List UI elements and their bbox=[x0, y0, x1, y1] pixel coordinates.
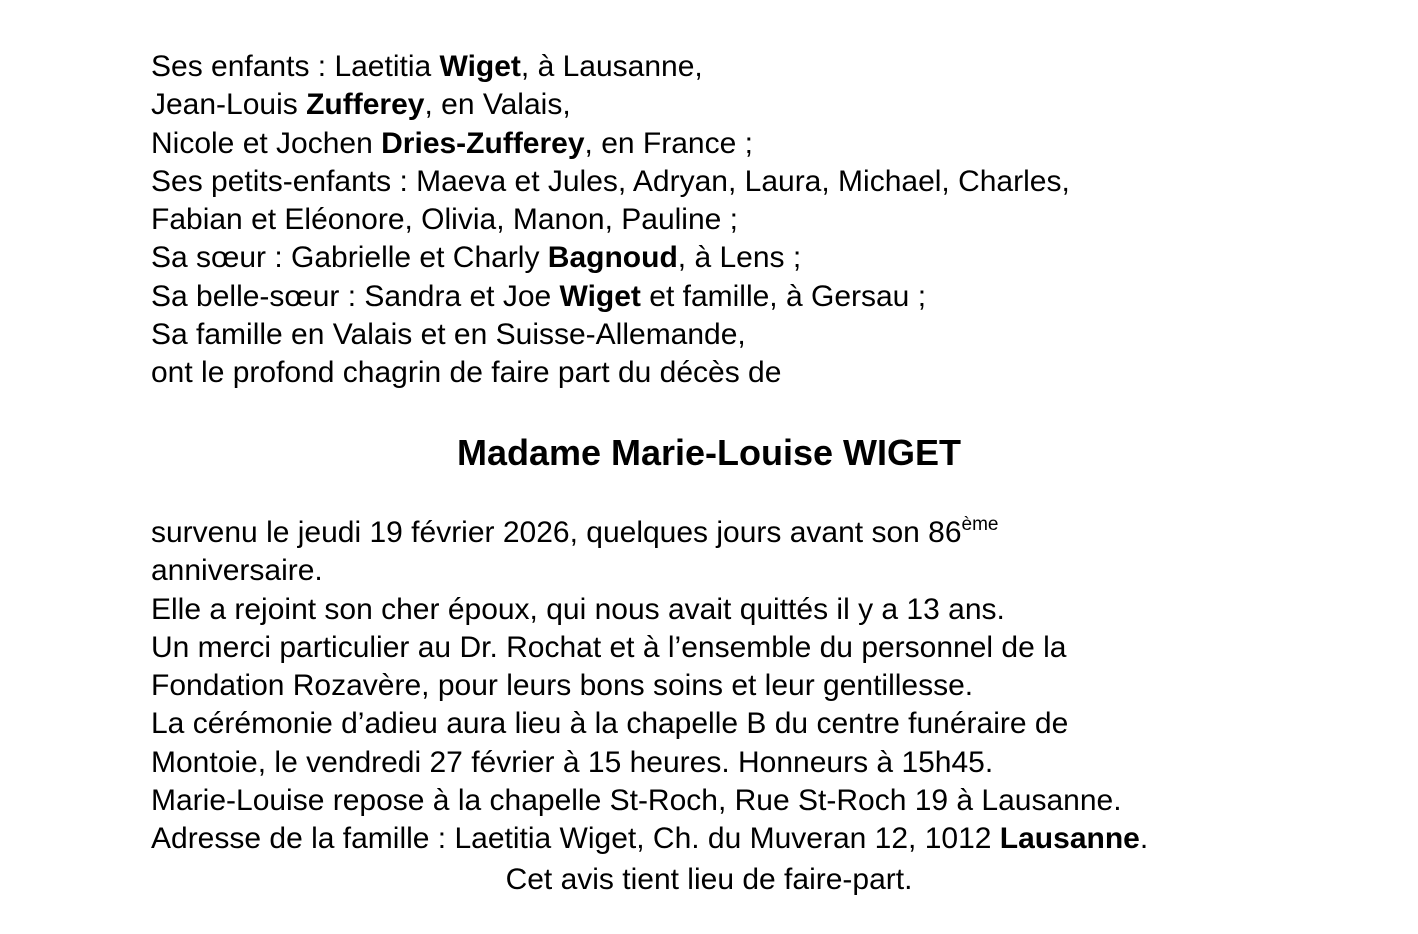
notice-details bbox=[151, 514, 1148, 859]
detail-line: Fondation Rozavère, pour leurs bons soins et leur gentillesse. bbox=[151, 669, 974, 703]
family-line: Ses enfants : Laetitia Wiget, à Lausanne, bbox=[151, 50, 703, 83]
family-address-line: Adresse de la famille : Laetitia Wiget, Ch. du Muveran 12, 1012 Lausanne. bbox=[151, 822, 1149, 856]
family-line: Fabian et Eléonore, Olivia, Manon, Pauline ; bbox=[151, 203, 739, 237]
detail-line: Un merci particulier au Dr. Rochat et à l’ensemble du personnel de la bbox=[151, 630, 1067, 664]
family-line: Sa famille en Valais et en Suisse-Allemande, bbox=[151, 318, 746, 352]
family-line: Sa belle-sœur : Sandra et Joe Wiget et famille, à Gersau ; bbox=[151, 279, 927, 313]
detail-line: Marie-Louise repose à la chapelle St-Roch, Rue St-Roch 19 à Lausanne. bbox=[151, 784, 1122, 818]
detail-line: La cérémonie d’adieu aura lieu à la chapelle B du centre funéraire de bbox=[151, 707, 1069, 741]
family-line: ont le profond chagrin de faire part du décès de bbox=[151, 356, 782, 390]
ordinal-superscript: ème bbox=[961, 514, 999, 535]
detail-line: Elle a rejoint son cher époux, qui nous avait quittés il y a 13 ans. bbox=[151, 592, 1005, 626]
family-line: Sa sœur : Gabrielle et Charly Bagnoud, à Lens ; bbox=[151, 241, 802, 275]
detail-line: Montoie, le vendredi 27 février à 15 heures. Honneurs à 15h45. bbox=[151, 745, 994, 779]
deceased-name-heading: Madame Marie-Louise WIGET bbox=[456, 432, 962, 473]
detail-line: survenu le jeudi 19 février 2026, quelques jours avant son 86ème bbox=[151, 514, 999, 549]
family-list bbox=[151, 48, 1070, 393]
family-line: Ses petits-enfants : Maeva et Jules, Adryan, Laura, Michael, Charles, bbox=[151, 164, 1070, 198]
detail-line: anniversaire. bbox=[151, 554, 323, 588]
family-line: Jean-Louis Zufferey, en Valais, bbox=[151, 88, 571, 122]
family-line: Nicole et Jochen Dries-Zufferey, en France ; bbox=[151, 126, 753, 160]
closing-note: Cet avis tient lieu de faire-part. bbox=[505, 863, 913, 896]
